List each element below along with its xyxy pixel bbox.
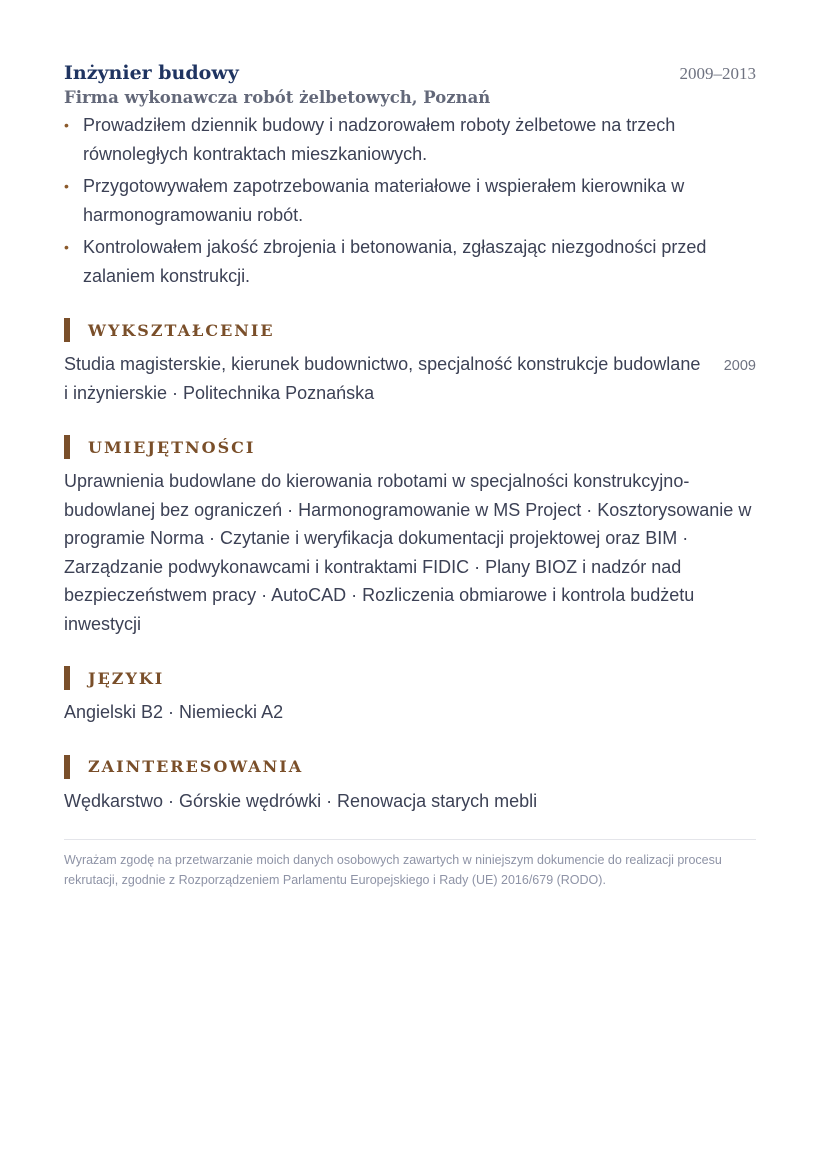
section-accent-bar xyxy=(64,318,70,342)
job-dates: 2009–2013 xyxy=(679,64,756,83)
section-accent-bar xyxy=(64,435,70,459)
languages-text: Angielski B2 · Niemiecki A2 xyxy=(64,702,284,722)
languages-section xyxy=(64,666,756,727)
company-name: Firma wykonawcza robót żelbetowych, Poznań xyxy=(64,88,491,107)
experience-entry xyxy=(64,62,756,290)
section-header xyxy=(64,755,756,779)
section-header xyxy=(64,666,756,690)
section-header xyxy=(64,318,756,342)
gdpr-consent-clause: Wyrażam zgodę na przetwarzanie moich danych osobowych zawartych w niniejszym dokumencie do realizacji procesu rekrutacji, zgodnie z Rozporządzeniem Parlamentu Europejskiego i Rady (UE) 2016/679 (RODO). xyxy=(64,853,722,887)
resume-content xyxy=(64,62,756,890)
job-bullet-text: Przygotowywałem zapotrzebowania materiałowe i wspierałem kierownika w harmonogramowaniu robót. xyxy=(83,176,685,225)
job-bullet-text: Prowadziłem dziennik budowy i nadzorowałem roboty żelbetowe na trzech równoległych kontraktach mieszkaniowych. xyxy=(83,115,676,164)
footer-divider xyxy=(64,839,756,840)
job-bullet xyxy=(64,233,756,290)
job-bullet xyxy=(64,111,756,168)
job-bullet-text: Kontrolowałem jakość zbrojenia i betonowania, zgłaszając niezgodności przed zalaniem konstrukcji. xyxy=(83,237,707,286)
interests-text: Wędkarstwo · Górskie wędrówki · Renowacja starych mebli xyxy=(64,790,538,811)
skills-text: Uprawnienia budowlane do kierowania robotami w specjalności konstrukcyjno-budowlanej bez ograniczeń · Harmonogramowanie w MS Project · Kosztorysowanie w programie Norma · Czytanie i weryfikacja dokumentacji projektowej oraz BIM · Zarządzanie podwykonawcami i kontraktami FIDIC · Plany BIOZ i nadzór nad bezpieczeństwem pracy · AutoCAD · Rozliczenia obmiarowe i kontrola budżetu inwestycji xyxy=(64,471,752,634)
bullet-dot-icon: • xyxy=(64,117,69,133)
job-bullet-list xyxy=(64,111,756,290)
job-title: Inżynier budowy xyxy=(64,62,239,84)
bullet-dot-icon: • xyxy=(64,239,69,255)
section-header xyxy=(64,435,756,459)
education-section xyxy=(64,318,756,407)
section-accent-bar xyxy=(64,666,70,690)
section-title-education: WYKSZTAŁCENIE xyxy=(88,320,275,340)
section-title-skills: UMIEJĘTNOŚCI xyxy=(88,437,256,457)
skills-section xyxy=(64,435,756,638)
interests-section xyxy=(64,755,756,816)
bullet-dot-icon: • xyxy=(64,178,69,194)
education-text: Studia magisterskie, kierunek budownictwo, specjalność konstrukcje budowlane i inżynierskie · Politechnika Poznańska xyxy=(64,354,701,403)
section-accent-bar xyxy=(64,755,70,779)
section-title-interests: ZAINTERESOWANIA xyxy=(88,757,304,776)
education-entry xyxy=(64,350,756,407)
section-title-languages: JĘZYKI xyxy=(88,668,165,688)
job-bullet xyxy=(64,172,756,229)
education-year: 2009 xyxy=(723,358,756,374)
job-header xyxy=(64,62,756,84)
